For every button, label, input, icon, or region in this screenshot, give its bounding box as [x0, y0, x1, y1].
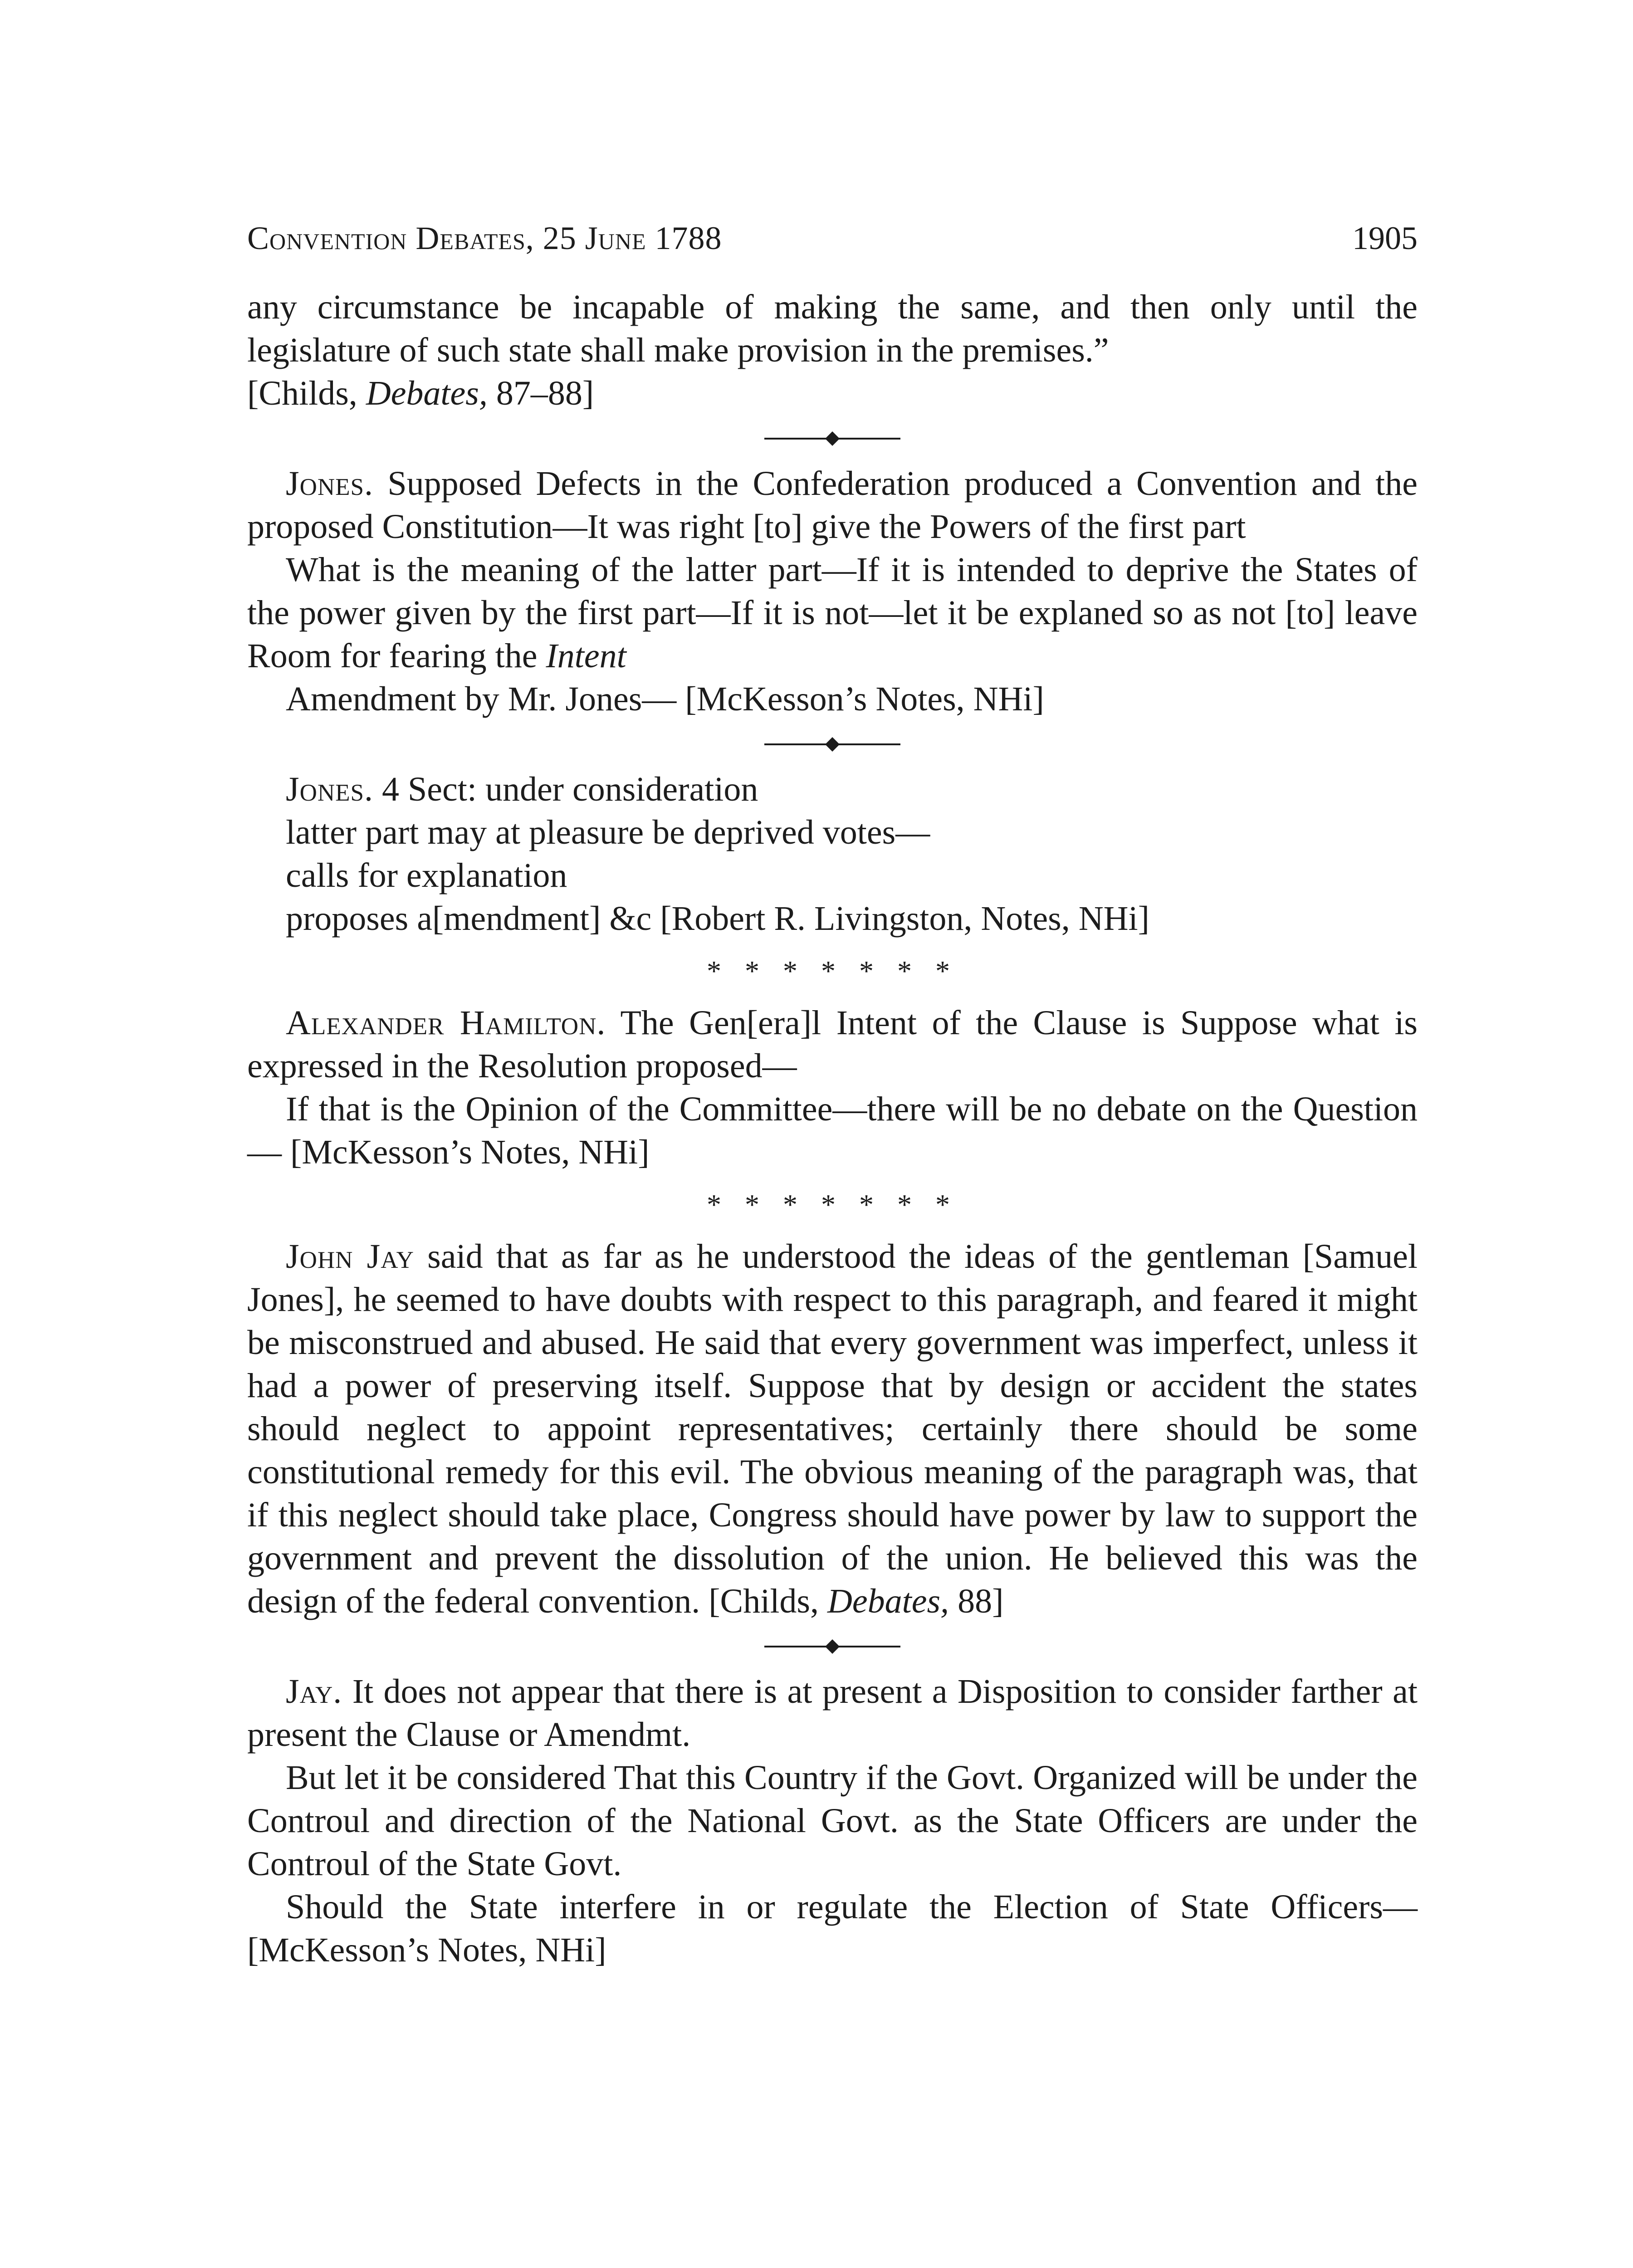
jay-notes-paragraph-3: Should the State interfere in or regulate the Election of State Officers— [McKesson’s Notes, NHi]	[247, 1888, 1418, 1969]
source-citation-prefix: [Childs,	[247, 374, 366, 412]
jay-citation-title: Debates,	[827, 1582, 949, 1620]
jones-paragraph-2-text: What is the meaning of the latter part—If it is intended to deprive the States of the power given by the first part—If it is not—let it be explaned so as not [to] leave Room for fearing the	[247, 551, 1418, 675]
hamilton-paragraph-2: If that is the Opinion of the Committee—there will be no debate on the Question— [McKesson’s Notes, NHi]	[247, 1090, 1418, 1171]
speaker-name: Jay.	[286, 1672, 342, 1711]
hamilton-remarks-block	[247, 1002, 1418, 1174]
hamilton-paragraph-1-text: The Gen[era]l Intent of the Clause is Suppose what is expressed in the Resolution proposed—	[247, 1004, 1418, 1085]
jones-notes-line-1	[247, 768, 1418, 811]
speaker-name: Alexander Hamilton.	[286, 1004, 606, 1042]
section-divider-ornament	[760, 731, 905, 758]
jones-paragraph-2-emphasis: Intent	[546, 637, 626, 675]
jay-notes-paragraph-2: But let it be considered That this Country if the Govt. Organized will be under the Controul and direction of the National Govt. as the State Officers are under the Controul of the State Govt.	[247, 1759, 1418, 1883]
jones-paragraph-1-text: Supposed Defects in the Confederation produced a Convention and the proposed Constitution—It was right [to] give the Powers of the first part	[247, 464, 1418, 546]
jones-paragraph-3	[247, 678, 1418, 721]
jay-remarks-block	[247, 1235, 1418, 1623]
jay-notes-paragraph-1-text: It does not appear that there is at present a Disposition to consider farther at present the Clause or Amendmt.	[247, 1672, 1418, 1754]
source-citation-suffix: 87–88]	[487, 374, 594, 412]
jones-paragraph-3-text: Amendment by Mr. Jones— [McKesson’s Notes, NHi]	[286, 680, 1044, 718]
section-divider-ornament	[760, 425, 905, 452]
asterisk-separator: * * * * * * *	[707, 1188, 958, 1221]
running-head-title: Convention Debates, 25 June 1788	[247, 220, 722, 256]
jones-notes-block	[247, 768, 1418, 940]
jay-notes-block	[247, 1670, 1418, 1972]
hamilton-paragraph-1	[247, 1002, 1418, 1088]
book-page	[247, 218, 1418, 1972]
asterisk-separator: * * * * * * *	[707, 955, 958, 987]
speaker-name: Jones.	[286, 770, 373, 808]
source-citation-title: Debates,	[366, 374, 488, 412]
jay-paragraph-1	[247, 1235, 1418, 1623]
jay-citation-suffix: 88]	[949, 1582, 1004, 1620]
jones-notes-line-1-text: 4 Sect: under consideration	[373, 770, 758, 808]
jones-notes-line-2: latter part may at pleasure be deprived votes—	[286, 813, 930, 851]
jones-paragraph-1	[247, 462, 1418, 548]
jay-paragraph-1-text: said that as far as he understood the ideas of the gentleman [Samuel Jones], he seemed to have doubts with respect to this paragraph, and feared it might be misconstrued and abused. He said that every government was imperfect, unless it had a power of preserving itself. Suppose that by design or accident the states should neglect to appoint representatives; certainly there should be some constitutional remedy for this evil. The obvious meaning of the paragraph was, that if this neglect should take place, Congress should have power by law to support the government and prevent the dissolution of the union. He believed this was the design of the federal convention. [Childs,	[247, 1237, 1418, 1620]
continuation-block	[247, 286, 1418, 415]
section-divider-ornament	[760, 1633, 905, 1660]
jay-notes-paragraph-1	[247, 1670, 1418, 1756]
jones-paragraph-2	[247, 548, 1418, 678]
jones-notes-line-4: proposes a[mendment] &c [Robert R. Livingston, Notes, NHi]	[286, 899, 1149, 938]
page-number: 1905	[1352, 220, 1418, 256]
jones-notes-line-3: calls for explanation	[286, 856, 567, 894]
continuation-text: any circumstance be incapable of making the same, and then only until the legislature of such state shall make provision in the premises.”	[247, 288, 1418, 369]
continuation-paragraph	[247, 286, 1418, 415]
jones-remarks-block	[247, 462, 1418, 721]
running-head	[247, 218, 1418, 259]
speaker-name: Jones.	[286, 464, 373, 503]
speaker-name: John Jay	[286, 1237, 414, 1276]
